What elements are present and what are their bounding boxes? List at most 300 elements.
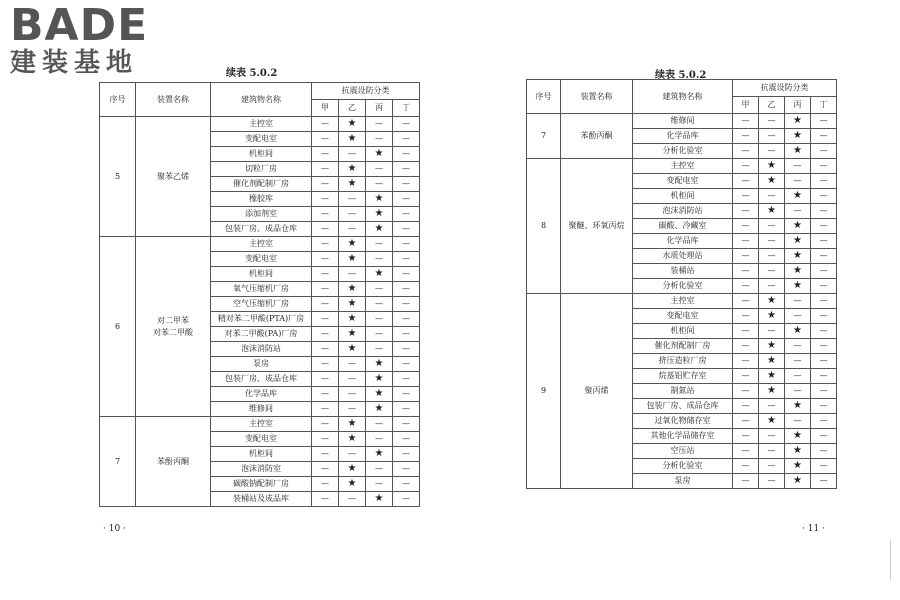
class-dash-cell: — — [733, 294, 759, 309]
building-name-cell: 过氧化物储存室 — [633, 414, 733, 429]
class-dash-cell: — — [393, 372, 420, 387]
class-dash-cell: — — [733, 144, 759, 159]
class-dash-cell: — — [733, 414, 759, 429]
building-name-cell: 挤压造粒厂房 — [633, 354, 733, 369]
building-name-cell: 化学品库 — [633, 234, 733, 249]
class-star-cell: ★ — [785, 219, 811, 234]
class-dash-cell: — — [312, 402, 339, 417]
class-dash-cell: — — [312, 117, 339, 132]
class-star-cell: ★ — [759, 354, 785, 369]
class-dash-cell: — — [393, 462, 420, 477]
class-star-cell: ★ — [366, 387, 393, 402]
building-name-cell: 氧气压缩机厂房 — [211, 282, 312, 297]
class-star-cell: ★ — [785, 324, 811, 339]
building-name-cell: 催化剂配制厂房 — [211, 177, 312, 192]
device-name-line: 对二甲苯 — [157, 315, 189, 325]
bade-logo — [10, 0, 149, 78]
class-dash-cell: — — [366, 297, 393, 312]
class-dash-cell: — — [366, 132, 393, 147]
class-star-cell: ★ — [339, 342, 366, 357]
class-dash-cell: — — [339, 402, 366, 417]
class-dash-cell: — — [759, 474, 785, 489]
class-dash-cell: — — [393, 237, 420, 252]
table-row — [100, 417, 420, 432]
class-dash-cell: — — [393, 312, 420, 327]
class-dash-cell: — — [733, 444, 759, 459]
class-dash-cell: — — [312, 432, 339, 447]
class-dash-cell: — — [312, 312, 339, 327]
building-name-cell: 主控室 — [211, 237, 312, 252]
header-class-jia: 甲 — [733, 97, 759, 114]
class-star-cell: ★ — [366, 402, 393, 417]
class-dash-cell: — — [811, 129, 837, 144]
class-dash-cell: — — [733, 234, 759, 249]
class-dash-cell: — — [312, 342, 339, 357]
class-dash-cell: — — [785, 294, 811, 309]
class-dash-cell: — — [733, 384, 759, 399]
class-star-cell: ★ — [759, 384, 785, 399]
class-dash-cell: — — [811, 249, 837, 264]
table-row — [100, 237, 420, 252]
building-name-cell: 变配电室 — [211, 252, 312, 267]
header-building: 建筑物名称 — [633, 80, 733, 114]
class-star-cell: ★ — [759, 159, 785, 174]
class-star-cell: ★ — [759, 294, 785, 309]
device-name-line: 聚丙烯 — [584, 386, 609, 395]
class-dash-cell: — — [811, 339, 837, 354]
class-dash-cell: — — [811, 174, 837, 189]
building-name-cell: 主控室 — [633, 159, 733, 174]
class-dash-cell: — — [339, 372, 366, 387]
header-category: 抗震设防分类 — [733, 80, 837, 97]
class-dash-cell: — — [811, 234, 837, 249]
building-name-cell: 机柜间 — [211, 267, 312, 282]
class-dash-cell: — — [759, 459, 785, 474]
class-dash-cell: — — [811, 474, 837, 489]
class-dash-cell: — — [759, 279, 785, 294]
header-class-ding: 丁 — [811, 97, 837, 114]
seq-cell: 6 — [100, 237, 136, 417]
class-dash-cell: — — [811, 159, 837, 174]
building-name-cell: 化学品库 — [211, 387, 312, 402]
device-name-line: 苯酚丙酮 — [580, 131, 613, 140]
class-dash-cell: — — [733, 324, 759, 339]
class-dash-cell: — — [733, 474, 759, 489]
class-dash-cell: — — [811, 144, 837, 159]
class-dash-cell: — — [759, 324, 785, 339]
building-name-cell: 机柜间 — [211, 147, 312, 162]
class-star-cell: ★ — [339, 132, 366, 147]
class-dash-cell: — — [393, 267, 420, 282]
header-seq: 序号 — [527, 80, 561, 114]
building-name-cell: 机柜间 — [633, 189, 733, 204]
class-dash-cell: — — [733, 369, 759, 384]
class-star-cell: ★ — [759, 369, 785, 384]
class-star-cell: ★ — [339, 297, 366, 312]
class-star-cell: ★ — [366, 222, 393, 237]
class-star-cell: ★ — [759, 204, 785, 219]
class-star-cell: ★ — [785, 189, 811, 204]
class-star-cell: ★ — [339, 252, 366, 267]
class-star-cell: ★ — [339, 177, 366, 192]
class-dash-cell: — — [733, 174, 759, 189]
class-star-cell: ★ — [339, 462, 366, 477]
class-star-cell: ★ — [366, 447, 393, 462]
class-dash-cell: — — [393, 117, 420, 132]
class-star-cell: ★ — [366, 207, 393, 222]
class-dash-cell: — — [811, 324, 837, 339]
header-device: 装置名称 — [136, 83, 211, 117]
class-dash-cell: — — [393, 387, 420, 402]
class-dash-cell: — — [393, 477, 420, 492]
class-star-cell: ★ — [339, 312, 366, 327]
class-dash-cell: — — [312, 207, 339, 222]
class-dash-cell: — — [393, 492, 420, 507]
class-dash-cell: — — [393, 192, 420, 207]
class-dash-cell: — — [733, 279, 759, 294]
building-name-cell: 变配电室 — [211, 132, 312, 147]
class-star-cell: ★ — [785, 144, 811, 159]
class-dash-cell: — — [811, 279, 837, 294]
device-name-line: 聚醚、环氧丙烷 — [568, 221, 625, 230]
class-dash-cell: — — [312, 447, 339, 462]
class-dash-cell: — — [393, 132, 420, 147]
building-name-cell: 烷基铝贮存室 — [633, 369, 733, 384]
class-dash-cell: — — [339, 357, 366, 372]
logo-wordmark: BADE — [10, 0, 149, 51]
class-dash-cell: — — [366, 342, 393, 357]
class-dash-cell: — — [312, 237, 339, 252]
class-dash-cell: — — [733, 219, 759, 234]
building-name-cell: 泵房 — [211, 357, 312, 372]
building-name-cell: 泡沫消防站 — [211, 342, 312, 357]
class-dash-cell: — — [759, 399, 785, 414]
class-dash-cell: — — [393, 297, 420, 312]
device-name-cell — [136, 237, 211, 417]
building-name-cell: 催化剂配制厂房 — [633, 339, 733, 354]
class-dash-cell: — — [785, 174, 811, 189]
class-dash-cell: — — [366, 477, 393, 492]
class-dash-cell: — — [759, 144, 785, 159]
class-dash-cell: — — [312, 492, 339, 507]
table-title: 续表 5.0.2 — [655, 70, 707, 81]
class-dash-cell: — — [312, 477, 339, 492]
class-dash-cell: — — [312, 132, 339, 147]
logo-subtitle: 建装基地 — [10, 48, 139, 78]
class-dash-cell: — — [811, 354, 837, 369]
table-body — [100, 117, 420, 507]
header-class-bing: 丙 — [785, 97, 811, 114]
building-name-cell: 泡沫消防站 — [633, 204, 733, 219]
class-dash-cell: — — [366, 312, 393, 327]
class-dash-cell: — — [393, 327, 420, 342]
table-row — [527, 114, 837, 129]
building-name-cell: 添加剂室 — [211, 207, 312, 222]
class-dash-cell: — — [339, 267, 366, 282]
class-dash-cell: — — [366, 432, 393, 447]
class-dash-cell: — — [811, 384, 837, 399]
class-star-cell: ★ — [785, 129, 811, 144]
class-dash-cell: — — [811, 414, 837, 429]
class-dash-cell: — — [733, 159, 759, 174]
class-dash-cell: — — [393, 252, 420, 267]
building-name-cell: 变配电室 — [211, 432, 312, 447]
building-name-cell: 包装厂房、成品仓库 — [211, 372, 312, 387]
class-star-cell: ★ — [339, 432, 366, 447]
class-star-cell: ★ — [785, 459, 811, 474]
class-star-cell: ★ — [366, 372, 393, 387]
class-dash-cell: — — [733, 189, 759, 204]
header-seq: 序号 — [100, 83, 136, 117]
class-star-cell: ★ — [759, 174, 785, 189]
building-name-cell: 对苯二甲酸(PA)厂房 — [211, 327, 312, 342]
class-dash-cell: — — [785, 339, 811, 354]
building-name-cell: 机柜间 — [633, 324, 733, 339]
class-dash-cell: — — [733, 309, 759, 324]
class-dash-cell: — — [759, 189, 785, 204]
device-name-cell — [561, 159, 633, 294]
class-dash-cell: — — [811, 294, 837, 309]
classification-table — [99, 82, 420, 507]
building-name-cell: 其他化学品储存室 — [633, 429, 733, 444]
class-dash-cell: — — [312, 357, 339, 372]
class-dash-cell: — — [312, 462, 339, 477]
class-dash-cell: — — [366, 417, 393, 432]
class-star-cell: ★ — [366, 357, 393, 372]
header-class-bing: 丙 — [366, 100, 393, 117]
class-dash-cell: — — [339, 207, 366, 222]
class-dash-cell: — — [366, 117, 393, 132]
class-dash-cell: — — [785, 204, 811, 219]
class-dash-cell: — — [733, 264, 759, 279]
building-name-cell: 装桶站及成品库 — [211, 492, 312, 507]
class-dash-cell: — — [733, 249, 759, 264]
class-dash-cell: — — [339, 222, 366, 237]
class-dash-cell: — — [759, 264, 785, 279]
class-dash-cell: — — [811, 429, 837, 444]
class-star-cell: ★ — [339, 417, 366, 432]
class-dash-cell: — — [393, 177, 420, 192]
class-star-cell: ★ — [366, 267, 393, 282]
class-dash-cell: — — [811, 204, 837, 219]
class-star-cell: ★ — [785, 279, 811, 294]
class-star-cell: ★ — [759, 414, 785, 429]
building-name-cell: 机柜间 — [211, 447, 312, 462]
class-dash-cell: — — [811, 399, 837, 414]
header-building: 建筑物名称 — [211, 83, 312, 117]
class-dash-cell: — — [312, 192, 339, 207]
class-star-cell: ★ — [339, 282, 366, 297]
building-name-cell: 主控室 — [633, 294, 733, 309]
class-dash-cell: — — [811, 309, 837, 324]
class-dash-cell: — — [339, 192, 366, 207]
class-dash-cell: — — [312, 297, 339, 312]
class-dash-cell: — — [733, 129, 759, 144]
building-name-cell: 泡沫消防室 — [211, 462, 312, 477]
class-star-cell: ★ — [339, 477, 366, 492]
seq-cell: 7 — [100, 417, 136, 507]
class-dash-cell: — — [339, 492, 366, 507]
class-dash-cell: — — [785, 309, 811, 324]
class-dash-cell: — — [733, 459, 759, 474]
class-dash-cell: — — [312, 177, 339, 192]
class-dash-cell: — — [312, 387, 339, 402]
class-dash-cell: — — [811, 114, 837, 129]
class-star-cell: ★ — [785, 114, 811, 129]
class-dash-cell: — — [393, 402, 420, 417]
class-dash-cell: — — [811, 459, 837, 474]
header-class-yi: 乙 — [759, 97, 785, 114]
building-name-cell: 橡胶库 — [211, 192, 312, 207]
device-name-line: 苯酚丙酮 — [157, 456, 189, 466]
class-dash-cell: — — [811, 369, 837, 384]
class-dash-cell: — — [339, 147, 366, 162]
class-star-cell: ★ — [366, 492, 393, 507]
class-dash-cell: — — [312, 252, 339, 267]
class-dash-cell: — — [393, 207, 420, 222]
building-name-cell: 精对苯二甲酸(PTA)厂房 — [211, 312, 312, 327]
building-name-cell: 主控室 — [211, 417, 312, 432]
class-dash-cell: — — [759, 429, 785, 444]
table-body — [527, 114, 837, 489]
building-name-cell: 碳酸钠配制厂房 — [211, 477, 312, 492]
class-dash-cell: — — [393, 357, 420, 372]
header-class-jia: 甲 — [312, 100, 339, 117]
class-dash-cell: — — [312, 327, 339, 342]
class-star-cell: ★ — [785, 474, 811, 489]
building-name-cell: 维修间 — [211, 402, 312, 417]
class-dash-cell: — — [393, 447, 420, 462]
class-star-cell: ★ — [785, 429, 811, 444]
device-name-line: 聚苯乙烯 — [157, 171, 189, 181]
class-dash-cell: — — [312, 267, 339, 282]
table-title: 续表 5.0.2 — [226, 68, 278, 79]
class-dash-cell: — — [759, 129, 785, 144]
building-name-cell: 分析化验室 — [633, 279, 733, 294]
building-name-cell: 包装厂房、成品仓库 — [211, 222, 312, 237]
building-name-cell: 化学品库 — [633, 129, 733, 144]
table-row — [527, 159, 837, 174]
class-star-cell: ★ — [366, 192, 393, 207]
header-device: 装置名称 — [561, 80, 633, 114]
building-name-cell: 变配电室 — [633, 309, 733, 324]
seq-cell: 8 — [527, 159, 561, 294]
class-star-cell: ★ — [339, 237, 366, 252]
class-dash-cell: — — [393, 417, 420, 432]
classification-table — [526, 79, 837, 489]
class-dash-cell: — — [733, 114, 759, 129]
class-dash-cell: — — [811, 444, 837, 459]
class-dash-cell: — — [811, 264, 837, 279]
class-star-cell: ★ — [366, 147, 393, 162]
class-dash-cell: — — [366, 162, 393, 177]
class-star-cell: ★ — [339, 327, 366, 342]
class-dash-cell: — — [785, 369, 811, 384]
class-dash-cell: — — [312, 147, 339, 162]
class-star-cell: ★ — [785, 264, 811, 279]
class-dash-cell: — — [733, 204, 759, 219]
device-name-cell — [136, 417, 211, 507]
class-dash-cell: — — [785, 354, 811, 369]
class-dash-cell: — — [312, 282, 339, 297]
class-dash-cell: — — [759, 234, 785, 249]
class-star-cell: ★ — [785, 249, 811, 264]
device-name-cell — [561, 294, 633, 489]
class-dash-cell: — — [811, 189, 837, 204]
class-star-cell: ★ — [759, 339, 785, 354]
device-name-line: 对苯二甲酸 — [153, 327, 193, 337]
class-star-cell: ★ — [339, 117, 366, 132]
class-dash-cell: — — [339, 447, 366, 462]
building-name-cell: 分析化验室 — [633, 459, 733, 474]
seq-cell: 9 — [527, 294, 561, 489]
building-name-cell: 维修间 — [633, 114, 733, 129]
class-dash-cell: — — [733, 339, 759, 354]
class-dash-cell: — — [759, 114, 785, 129]
building-name-cell: 制氮站 — [633, 384, 733, 399]
class-dash-cell: — — [366, 282, 393, 297]
class-dash-cell: — — [393, 222, 420, 237]
class-dash-cell: — — [733, 429, 759, 444]
device-name-cell — [561, 114, 633, 159]
class-dash-cell: — — [366, 327, 393, 342]
header-class-ding: 丁 — [393, 100, 420, 117]
building-name-cell: 空压站 — [633, 444, 733, 459]
class-dash-cell: — — [312, 417, 339, 432]
header-category: 抗震设防分类 — [312, 83, 420, 100]
class-dash-cell: — — [759, 219, 785, 234]
page-number: · 10 · — [103, 524, 126, 534]
class-star-cell: ★ — [339, 162, 366, 177]
class-dash-cell: — — [759, 444, 785, 459]
seq-cell: 7 — [527, 114, 561, 159]
building-name-cell: 水质处理站 — [633, 249, 733, 264]
page-number: · 11 · — [802, 524, 825, 534]
class-dash-cell: — — [759, 249, 785, 264]
class-star-cell: ★ — [785, 444, 811, 459]
building-name-cell: 变配电室 — [633, 174, 733, 189]
class-dash-cell: — — [366, 252, 393, 267]
right-page — [450, 0, 900, 600]
building-name-cell: 包装厂房、成品仓库 — [633, 399, 733, 414]
class-dash-cell: — — [393, 432, 420, 447]
class-dash-cell: — — [366, 237, 393, 252]
class-dash-cell: — — [312, 162, 339, 177]
table-row — [527, 294, 837, 309]
page-edge — [890, 540, 891, 580]
class-dash-cell: — — [366, 462, 393, 477]
header-class-yi: 乙 — [339, 100, 366, 117]
class-dash-cell: — — [811, 219, 837, 234]
class-star-cell: ★ — [785, 399, 811, 414]
class-dash-cell: — — [312, 222, 339, 237]
class-dash-cell: — — [785, 384, 811, 399]
class-dash-cell: — — [393, 342, 420, 357]
building-name-cell: 空气压缩机厂房 — [211, 297, 312, 312]
building-name-cell: 切粒厂房 — [211, 162, 312, 177]
building-name-cell: 分析化验室 — [633, 144, 733, 159]
class-star-cell: ★ — [785, 234, 811, 249]
class-dash-cell: — — [393, 282, 420, 297]
table-row — [100, 117, 420, 132]
building-name-cell: 碳酸、冷藏室 — [633, 219, 733, 234]
class-dash-cell: — — [339, 387, 366, 402]
class-dash-cell: — — [312, 372, 339, 387]
class-dash-cell: — — [393, 162, 420, 177]
class-dash-cell: — — [393, 147, 420, 162]
seq-cell: 5 — [100, 117, 136, 237]
device-name-cell — [136, 117, 211, 237]
